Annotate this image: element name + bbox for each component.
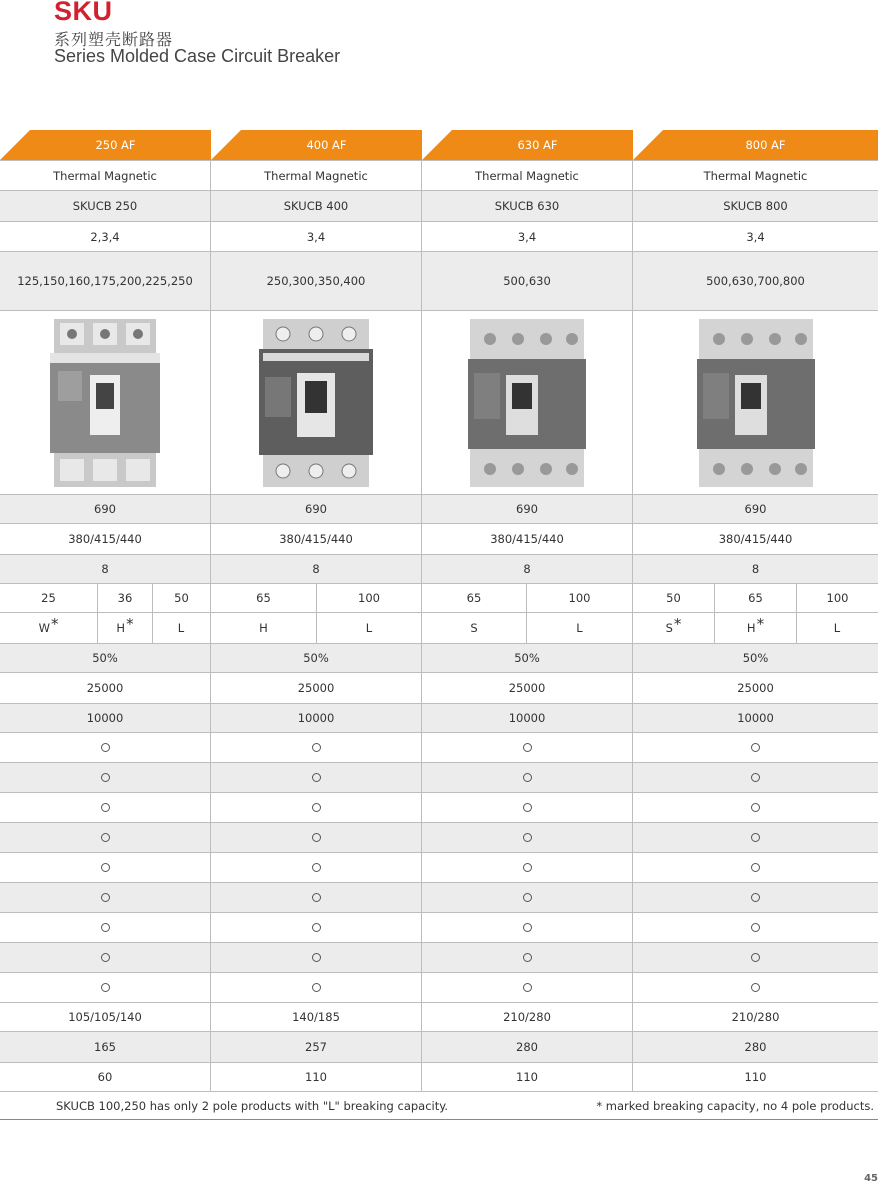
dimension-depth-cell: 60 xyxy=(0,1063,211,1091)
footnote-right: * marked breaking capacity, no 4 pole products. xyxy=(596,1098,874,1113)
accessory-cell xyxy=(0,853,211,882)
circle-icon xyxy=(751,953,760,962)
dimension-width-cell: 105/105/140 xyxy=(0,1003,211,1031)
accessory-cell xyxy=(0,913,211,942)
grade-cell xyxy=(211,613,422,643)
frame-tab xyxy=(633,130,878,160)
accessory-cell xyxy=(422,763,633,792)
frame-header-row xyxy=(0,130,878,161)
circle-icon xyxy=(312,953,321,962)
grade-value: L xyxy=(833,621,841,635)
breaker-250-image xyxy=(46,319,164,487)
circle-icon xyxy=(312,863,321,872)
electrical-life-cell: 10000 xyxy=(737,711,774,725)
accessory-cell xyxy=(211,823,422,852)
accessory-cell xyxy=(633,913,878,942)
star-mark: * xyxy=(126,615,134,633)
grade-value: S * xyxy=(633,613,715,643)
breaking-capacity-cell xyxy=(422,584,633,612)
accessory-cell xyxy=(422,883,633,912)
ics-cell: 50% xyxy=(422,644,633,672)
accessory-cell xyxy=(633,793,878,822)
accessory-cell xyxy=(211,973,422,1002)
accessory-cell xyxy=(422,823,633,852)
grade-value: L xyxy=(177,621,185,635)
model-cell: SKUCB 250 xyxy=(0,191,211,221)
poles-cell: 2,3,4 xyxy=(0,222,211,251)
accessory-cell xyxy=(211,913,422,942)
footnote-row xyxy=(0,1092,878,1120)
trip-unit-cell: Thermal Magnetic xyxy=(211,161,422,190)
dimension-height-cell: 165 xyxy=(0,1032,211,1062)
grade-value: H * xyxy=(98,613,153,643)
circle-icon xyxy=(751,893,760,902)
accessory-cell xyxy=(211,883,422,912)
circle-icon xyxy=(523,773,532,782)
mechanical-life-cell: 25000 xyxy=(0,673,211,703)
grade-value: W * xyxy=(0,613,98,643)
circle-icon xyxy=(312,803,321,812)
ui-cell: 380/415/440 xyxy=(211,524,422,554)
star-mark: * xyxy=(673,615,682,633)
title-english: Series Molded Case Circuit Breaker xyxy=(54,46,341,66)
frame-label: 630 AF xyxy=(517,138,558,152)
breaker-630-image xyxy=(464,319,590,487)
electrical-life-cell: 10000 xyxy=(211,704,422,732)
circle-icon xyxy=(101,773,110,782)
electrical-life-cell: 10000 xyxy=(0,704,211,732)
circle-icon xyxy=(523,803,532,812)
accessory-cell xyxy=(422,973,633,1002)
dimension-height-cell: 257 xyxy=(211,1032,422,1062)
breaker-800-image xyxy=(693,319,819,487)
uimp-cell: 8 xyxy=(0,555,211,583)
accessory-cell xyxy=(0,763,211,792)
circle-icon xyxy=(751,923,760,932)
breaking-capacity-cell xyxy=(211,584,422,612)
brand-title: SKU xyxy=(54,0,113,26)
dimension-width-cell: 210/280 xyxy=(422,1003,633,1031)
dimension-width-cell: 210/280 xyxy=(731,1010,780,1024)
trip-unit-row xyxy=(0,161,878,191)
circle-icon xyxy=(101,983,110,992)
circle-icon xyxy=(101,863,110,872)
circle-icon xyxy=(751,743,760,752)
star-mark: * xyxy=(50,615,59,633)
circle-icon xyxy=(312,743,321,752)
ka-value: 65 xyxy=(422,584,527,612)
poles-cell: 3,4 xyxy=(422,222,633,251)
ka-value: 100 xyxy=(826,591,849,605)
dimension-depth-row xyxy=(0,1063,878,1092)
dimension-depth-cell: 110 xyxy=(211,1063,422,1091)
ue-cell: 690 xyxy=(744,502,767,516)
rated-current-cell: 125,150,160,175,200,225,250 xyxy=(0,252,211,310)
accessory-cell xyxy=(633,733,878,762)
accessory-cell xyxy=(0,973,211,1002)
breaking-capacity-cell xyxy=(0,584,211,612)
mechanical-life-cell: 25000 xyxy=(211,673,422,703)
accessory-row xyxy=(0,943,878,973)
circle-icon xyxy=(312,773,321,782)
dimension-depth-cell: 110 xyxy=(422,1063,633,1091)
circle-icon xyxy=(523,953,532,962)
ka-value: 65 xyxy=(715,584,797,612)
circle-icon xyxy=(101,833,110,842)
spec-table xyxy=(0,130,878,1120)
accessory-cell xyxy=(633,763,878,792)
accessory-row xyxy=(0,913,878,943)
rated-current-cell: 250,300,350,400 xyxy=(211,252,422,310)
poles-row xyxy=(0,222,878,252)
uimp-cell: 8 xyxy=(422,555,633,583)
uimp-cell: 8 xyxy=(211,555,422,583)
mechanical-life-cell: 25000 xyxy=(737,681,774,695)
ue-cell: 690 xyxy=(211,495,422,523)
mechanical-life-row xyxy=(0,673,878,704)
accessory-cell xyxy=(0,943,211,972)
accessory-cell xyxy=(422,793,633,822)
accessory-rows xyxy=(0,733,878,1003)
uimp-row xyxy=(0,555,878,584)
accessory-cell xyxy=(633,853,878,882)
accessory-cell xyxy=(0,793,211,822)
product-photo-cell xyxy=(633,311,878,494)
model-cell: SKUCB 400 xyxy=(211,191,422,221)
grade-cell xyxy=(422,613,633,643)
poles-cell: 3,4 xyxy=(211,222,422,251)
circle-icon xyxy=(312,923,321,932)
accessory-row xyxy=(0,733,878,763)
star-mark: * xyxy=(756,615,765,633)
accessory-row xyxy=(0,883,878,913)
accessory-cell xyxy=(633,823,878,852)
ue-cell: 690 xyxy=(422,495,633,523)
accessory-cell xyxy=(422,733,633,762)
ue-row xyxy=(0,495,878,524)
circle-icon xyxy=(751,863,760,872)
ui-row xyxy=(0,524,878,555)
circle-icon xyxy=(101,803,110,812)
accessory-cell xyxy=(0,883,211,912)
ui-cell: 380/415/440 xyxy=(0,524,211,554)
product-photo-row xyxy=(0,311,878,495)
accessory-cell xyxy=(0,733,211,762)
circle-icon xyxy=(751,833,760,842)
circle-icon xyxy=(523,863,532,872)
circle-icon xyxy=(101,893,110,902)
frame-tab xyxy=(211,130,422,160)
accessory-row xyxy=(0,793,878,823)
ui-cell: 380/415/440 xyxy=(422,524,633,554)
ka-value: 36 xyxy=(98,584,153,612)
ics-cell: 50% xyxy=(211,644,422,672)
accessory-cell xyxy=(422,943,633,972)
accessory-cell xyxy=(211,853,422,882)
dimension-height-row xyxy=(0,1032,878,1063)
grade-cell xyxy=(0,613,211,643)
circle-icon xyxy=(523,923,532,932)
ka-value: 100 xyxy=(568,591,591,605)
circle-icon xyxy=(751,983,760,992)
circle-icon xyxy=(751,803,760,812)
grade-row xyxy=(0,613,878,644)
accessory-row xyxy=(0,823,878,853)
dimension-height-cell: 280 xyxy=(744,1040,767,1054)
electrical-life-cell: 10000 xyxy=(422,704,633,732)
frame-label: 400 AF xyxy=(306,138,347,152)
rated-current-cell: 500,630,700,800 xyxy=(706,274,805,288)
trip-unit-cell: Thermal Magnetic xyxy=(0,161,211,190)
accessory-cell xyxy=(0,823,211,852)
ics-cell: 50% xyxy=(742,651,769,665)
ka-value: 100 xyxy=(358,591,380,605)
dimension-width-row xyxy=(0,1003,878,1032)
accessory-row xyxy=(0,853,878,883)
dimension-depth-cell: 110 xyxy=(744,1070,767,1084)
accessory-cell xyxy=(211,763,422,792)
rated-current-cell: 500,630 xyxy=(422,252,633,310)
accessory-cell xyxy=(633,973,878,1002)
electrical-life-row xyxy=(0,704,878,733)
page-number: 45 xyxy=(864,1173,878,1184)
title-chinese: 系列塑壳断路器 xyxy=(54,30,174,49)
ics-cell: 50% xyxy=(0,644,211,672)
circle-icon xyxy=(312,893,321,902)
grade-value: S xyxy=(422,613,527,643)
accessory-row xyxy=(0,973,878,1003)
accessory-cell xyxy=(211,793,422,822)
breaking-capacity-row xyxy=(0,584,878,613)
uimp-cell: 8 xyxy=(751,562,760,576)
rated-current-row xyxy=(0,252,878,311)
frame-label: 250 AF xyxy=(95,138,136,152)
accessory-cell xyxy=(633,883,878,912)
model-row xyxy=(0,191,878,222)
dimension-width-cell: 140/185 xyxy=(211,1003,422,1031)
circle-icon xyxy=(101,923,110,932)
trip-unit-cell: Thermal Magnetic xyxy=(422,161,633,190)
ui-cell: 380/415/440 xyxy=(718,532,793,546)
product-photo-cell xyxy=(422,311,633,494)
grade-value: H * xyxy=(715,613,797,643)
ka-value: 25 xyxy=(0,584,98,612)
accessory-row xyxy=(0,763,878,793)
product-photo-cell xyxy=(211,311,422,494)
circle-icon xyxy=(101,953,110,962)
circle-icon xyxy=(523,893,532,902)
poles-cell: 3,4 xyxy=(746,229,765,244)
frame-label: 800 AF xyxy=(745,138,786,152)
grade-value: H xyxy=(211,613,317,643)
grade-cell xyxy=(633,613,878,643)
grade-value: L xyxy=(365,621,373,635)
ics-row xyxy=(0,644,878,673)
model-cell: SKUCB 630 xyxy=(422,191,633,221)
ka-value: 50 xyxy=(174,591,189,605)
mechanical-life-cell: 25000 xyxy=(422,673,633,703)
dimension-height-cell: 280 xyxy=(422,1032,633,1062)
footnote-left: SKUCB 100,250 has only 2 pole products with "L" breaking capacity. xyxy=(56,1098,449,1113)
circle-icon xyxy=(312,983,321,992)
accessory-cell xyxy=(211,733,422,762)
circle-icon xyxy=(523,833,532,842)
product-photo-cell xyxy=(0,311,211,494)
trip-unit-cell: Thermal Magnetic xyxy=(703,168,808,183)
grade-value: L xyxy=(576,621,583,635)
accessory-cell xyxy=(211,943,422,972)
breaker-400-image xyxy=(257,319,375,487)
ka-value: 65 xyxy=(211,584,317,612)
frame-tab xyxy=(422,130,633,160)
circle-icon xyxy=(523,983,532,992)
breaking-capacity-cell xyxy=(633,584,878,612)
circle-icon xyxy=(751,773,760,782)
model-cell: SKUCB 800 xyxy=(723,199,788,213)
circle-icon xyxy=(312,833,321,842)
frame-tab xyxy=(0,130,211,160)
accessory-cell xyxy=(422,913,633,942)
circle-icon xyxy=(523,743,532,752)
ka-value: 50 xyxy=(633,584,715,612)
ue-cell: 690 xyxy=(0,495,211,523)
accessory-cell xyxy=(422,853,633,882)
circle-icon xyxy=(101,743,110,752)
accessory-cell xyxy=(633,943,878,972)
